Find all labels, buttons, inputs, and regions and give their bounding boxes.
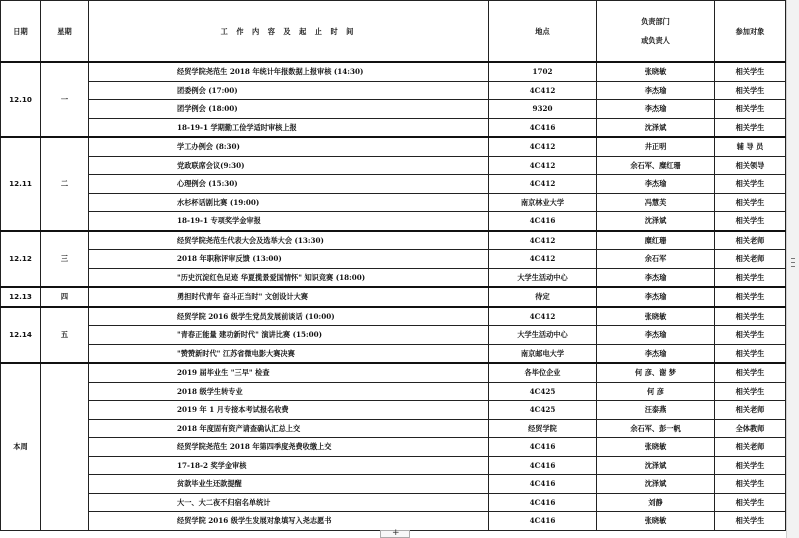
task-cell: 17-18-2 奖学金审核 [89,456,489,475]
task-cell: 经贸学院尧范生代表大会及选举大会 (13:30) [89,231,489,250]
dept-cell: 李杰瑜 [597,344,715,363]
dept-cell: 李杰瑜 [597,287,715,307]
location-cell: 9320 [489,100,597,119]
location-cell: 4C412 [489,307,597,326]
dept-cell: 冯慧芙 [597,193,715,212]
add-sheet-button[interactable] [380,530,410,538]
audience-cell: 相关学生 [715,512,786,531]
table-row [1,326,786,345]
dept-cell: 李杰瑜 [597,81,715,100]
audience-cell: 相关老师 [715,438,786,457]
task-cell: 18-19-1 学期勤工俭学适时审核上报 [89,118,489,137]
table-row [1,212,786,231]
dept-cell: 沈泽斌 [597,212,715,231]
location-cell: 南京林业大学 [489,193,597,212]
weekday-cell: 四 [41,287,89,307]
location-cell: 各毕位企业 [489,363,597,382]
task-cell: 心理例会 (15:30) [89,175,489,194]
task-cell: 2018 年职称评审反馈 (13:00) [89,250,489,269]
header-dept [597,1,715,63]
table-row [1,81,786,100]
dept-cell: 沈泽斌 [597,118,715,137]
dept-cell: 李杰瑜 [597,326,715,345]
dept-cell: 糜红珊 [597,231,715,250]
header-work: 工 作 内 容 及 起 止 时 间 [89,1,489,63]
audience-cell: 相关学生 [715,212,786,231]
table-row [1,175,786,194]
audience-cell: 全体教师 [715,419,786,438]
location-cell: 4C416 [489,493,597,512]
audience-cell: 相关学生 [715,81,786,100]
header-dept-line1: 负责部门 [641,17,670,26]
location-cell: 经贸学院 [489,419,597,438]
weekday-cell: 二 [41,137,89,231]
audience-cell: 相关学生 [715,287,786,307]
location-cell: 4C412 [489,231,597,250]
date-cell: 12.13 [1,287,41,307]
header-weekday: 星期 [41,1,89,63]
task-cell: 勇担时代青年 奋斗正当时" 文创设计大赛 [89,287,489,307]
task-cell: "历史沉淀红色足迹 华夏揽景爱国情怀" 知识竞赛 (18:00) [89,268,489,287]
task-cell: 经贸学院尧范生 2018 年统计年报数据上报审核 (14:30) [89,62,489,81]
table-row [1,307,786,326]
dept-cell: 沈泽斌 [597,475,715,494]
dept-cell: 余石军、糜红珊 [597,156,715,175]
task-cell: 水杉杯话剧比赛 (19:00) [89,193,489,212]
table-row [1,382,786,401]
table-row [1,193,786,212]
date-cell: 12.10 [1,62,41,137]
table-row [1,344,786,363]
table-row [1,287,786,307]
location-cell: 4C416 [489,475,597,494]
audience-cell: 相关学生 [715,268,786,287]
location-cell: 待定 [489,287,597,307]
table-row [1,100,786,119]
location-cell: 4C412 [489,137,597,156]
weekday-cell [41,363,89,530]
dept-cell: 何 彦 [597,382,715,401]
location-cell: 4C416 [489,512,597,531]
task-cell: 大一、大二夜不归宿名单统计 [89,493,489,512]
task-cell: "青春正能量 建功新时代" 演讲比赛 (15:00) [89,326,489,345]
header-dept-line2: 或负责人 [641,36,670,45]
location-cell: 大学生活动中心 [489,326,597,345]
schedule-body [1,62,786,530]
location-cell: 4C412 [489,156,597,175]
audience-cell: 相关学生 [715,118,786,137]
scroll-mark [791,262,795,263]
date-cell: 12.14 [1,307,41,364]
table-row [1,419,786,438]
location-cell: 南京邮电大学 [489,344,597,363]
audience-cell: 相关学生 [715,344,786,363]
table-row [1,438,786,457]
header-audience: 参加对象 [715,1,786,63]
location-cell: 4C412 [489,250,597,269]
plus-icon: + [392,528,400,538]
audience-cell: 相关学生 [715,175,786,194]
weekday-cell: 一 [41,62,89,137]
location-cell: 4C416 [489,438,597,457]
audience-cell: 相关老师 [715,401,786,420]
task-cell: 学工办例会 (8:30) [89,137,489,156]
table-row [1,62,786,81]
dept-cell: 张晓敏 [597,62,715,81]
task-cell: 团学例会 (18:00) [89,100,489,119]
audience-cell: 相关学生 [715,326,786,345]
task-cell: 党政联席会议(9:30) [89,156,489,175]
scroll-mark [791,258,795,259]
task-cell: 2019 届毕业生 "三早" 检查 [89,363,489,382]
task-cell: 2019 年 1 月专接本考试报名收费 [89,401,489,420]
table-row [1,118,786,137]
dept-cell: 刘静 [597,493,715,512]
audience-cell: 相关领导 [715,156,786,175]
dept-cell: 李杰瑜 [597,175,715,194]
location-cell: 1702 [489,62,597,81]
location-cell: 大学生活动中心 [489,268,597,287]
vertical-scrollbar[interactable] [786,0,799,538]
location-cell: 4C412 [489,175,597,194]
dept-cell: 沈泽斌 [597,456,715,475]
location-cell: 4C416 [489,212,597,231]
table-row [1,493,786,512]
header-row [1,1,786,63]
task-cell: 2018 级学生转专业 [89,382,489,401]
audience-cell: 相关学生 [715,363,786,382]
dept-cell: 李杰瑜 [597,268,715,287]
dept-cell: 张晓敏 [597,307,715,326]
dept-cell: 井正明 [597,137,715,156]
dept-cell: 汪泰燕 [597,401,715,420]
task-cell: 2018 年度固有资产请查确认汇总上交 [89,419,489,438]
audience-cell: 相关学生 [715,307,786,326]
audience-cell: 相关老师 [715,231,786,250]
table-row [1,231,786,250]
table-row [1,401,786,420]
weekday-cell: 五 [41,307,89,364]
audience-cell: 相关学生 [715,382,786,401]
header-date: 日期 [1,1,41,63]
date-cell: 12.12 [1,231,41,288]
audience-cell: 相关学生 [715,456,786,475]
audience-cell: 相关学生 [715,475,786,494]
header-location: 地点 [489,1,597,63]
location-cell: 4C425 [489,382,597,401]
audience-cell: 相关学生 [715,493,786,512]
task-cell: 18-19-1 专项奖学金审报 [89,212,489,231]
task-cell: 经贸学院尧范生 2018 年第四季度尧费收缴上交 [89,438,489,457]
table-row [1,156,786,175]
location-cell: 4C416 [489,118,597,137]
dept-cell: 余石军 [597,250,715,269]
task-cell: 贫款毕业生还款提醒 [89,475,489,494]
dept-cell: 李杰瑜 [597,100,715,119]
table-row [1,268,786,287]
date-cell: 12.11 [1,137,41,231]
task-cell: "赞赞新时代" 江苏省微电影大赛决赛 [89,344,489,363]
table-row [1,475,786,494]
location-cell: 4C412 [489,81,597,100]
audience-cell: 相关老师 [715,250,786,269]
location-cell: 4C425 [489,401,597,420]
table-row [1,137,786,156]
audience-cell: 辅 导 员 [715,137,786,156]
table-row [1,363,786,382]
date-cell: 本周 [1,363,41,530]
task-cell: 经贸学院 2016 级学生发展对象填写入尧志愿书 [89,512,489,531]
dept-cell: 余石军、彭一帆 [597,419,715,438]
scroll-mark [791,266,795,267]
dept-cell: 何 彦、谢 梦 [597,363,715,382]
dept-cell: 张晓敏 [597,512,715,531]
task-cell: 经贸学院 2016 级学生党员发展前谈话 (10:00) [89,307,489,326]
weekday-cell: 三 [41,231,89,288]
location-cell: 4C416 [489,456,597,475]
audience-cell: 相关学生 [715,193,786,212]
audience-cell: 相关学生 [715,100,786,119]
table-row [1,250,786,269]
dept-cell: 张晓敏 [597,438,715,457]
audience-cell: 相关学生 [715,62,786,81]
task-cell: 团委例会 (17:00) [89,81,489,100]
table-row [1,456,786,475]
